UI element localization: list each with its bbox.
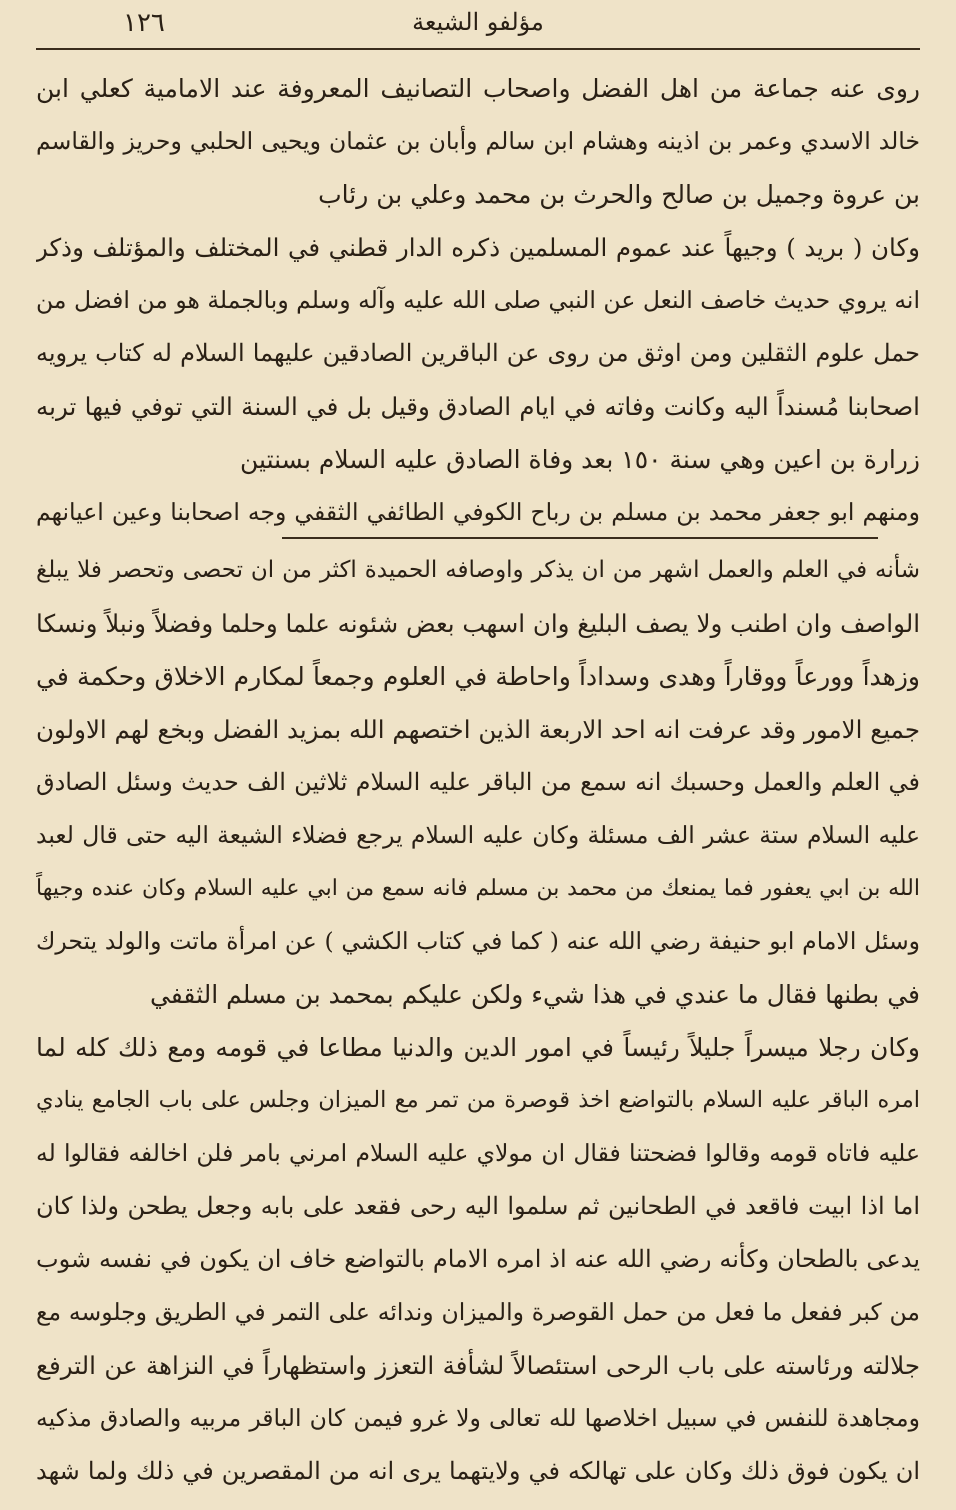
text-line: زرارة بن اعين وهي سنة ١٥٠ بعد وفاة الصادق عليه السلام بسنتين <box>240 445 920 474</box>
text-line: جميع الامور وقد عرفت انه احد الاربعة الذين اختصهم الله بمزيد الفضل وبخع لهم الاولون <box>36 715 920 744</box>
text-line: عليه فاتاه قومه وقالوا فضحتنا فقال ان مولاي عليه السلام امرني بامر فلن اخالفه فقالوا له <box>36 1139 920 1167</box>
text-line: شأنه في العلم والعمل اشهر من ان يذكر واوصافه الحميدة اكثر من ان تحصى وتحصر فلا يبلغ <box>36 557 920 583</box>
text-line: روى عنه جماعة من اهل الفضل واصحاب التصانيف المعروفة عند الامامية كعلي ابن <box>36 74 920 103</box>
text-line: حمل علوم الثقلين ومن اوثق من روى عن الباقرين الصادقين عليهما السلام له كتاب يرويه <box>36 339 920 367</box>
text-line: في العلم والعمل وحسبك انه سمع من الباقر عليه السلام ثلاثين الف حديث وسئل الصادق <box>36 768 920 796</box>
running-title: مؤلفو الشيعة <box>412 8 544 36</box>
text-line: وزهداً وورعاً ووقاراً وهدى وسداداً واحاطة في العلوم وجمعاً لمكارم الاخلاق وحكمة في <box>36 662 920 691</box>
text-line: وكان رجلا ميسراً جليلاً رئيساً في امور الدين والدنيا مطاعا في قومه ومع ذلك كله لما <box>36 1033 920 1062</box>
text-line: ومجاهدة للنفس في سبيل اخلاصها لله تعالى ولا غرو فيمن كان الباقر مربيه والصادق مذكيه <box>36 1404 920 1432</box>
text-line: ان يكون فوق ذلك وكان على تهالكه في ولايتهما يرى انه من المقصرين في ذلك ولما شهد <box>36 1457 920 1485</box>
text-line: اصحابنا مُسنداً اليه وكانت وفاته في ايام الصادق وقيل بل في السنة التي توفي فيها تربه <box>36 392 920 421</box>
text-line: امره الباقر عليه السلام بالتواضع اخذ قوصرة من تمر مع الميزان وجلس على باب الجامع ينادي <box>36 1087 920 1113</box>
paragraph-block-2 <box>36 544 920 1498</box>
text-line: وكان ( بريد ) وجيهاً عند عموم المسلمين ذكره الدار قطني في المختلف والمؤتلف وذكر <box>36 233 920 262</box>
paragraph-block-1 <box>36 62 920 539</box>
text-line: عليه السلام ستة عشر الف مسئلة وكان عليه السلام يرجع فضلاء الشيعة اليه حتى قال لعبد <box>36 821 920 849</box>
text-line: بن عروة وجميل بن صالح والحرث بن محمد وعلي بن رئاب <box>318 180 920 209</box>
text-line: خالد الاسدي وعمر بن اذينه وهشام ابن سالم وأبان بن عثمان ويحيى الحلبي وحريز والقاسم <box>36 127 920 155</box>
section-rule <box>282 537 878 539</box>
text-line: ومنهم ابو جعفر محمد بن مسلم بن رباح الكوفي الطائفي الثقفي وجه اصحابنا وعين اعيانهم <box>36 498 920 526</box>
text-line: الواصف وان اطنب ولا يصف البليغ وان اسهب بعض شئونه علما وحلما وفضلاً ونبلاً ونسكا <box>36 609 920 638</box>
text-line: الله بن ابي يعفور فما يمنعك من محمد بن مسلم فانه سمع من ابي عليه السلام وكان عنده وجيهاً <box>36 876 920 901</box>
text-line: اما اذا ابيت فاقعد في الطحانين ثم سلموا اليه رحى فقعد على بابه وجعل يطحن ولذا كان <box>36 1192 920 1220</box>
text-line: انه يروي حديث خاصف النعل عن النبي صلى الله عليه وآله وسلم وبالجملة هو من افضل من <box>36 286 920 314</box>
text-line: جلالته ورئاسته على باب الرحى استئصالاً لشأفة التعزز واستظهاراً في النزاهة عن الترفع <box>36 1351 920 1380</box>
page-number: ١٢٦ <box>123 8 165 38</box>
page-header <box>38 6 918 46</box>
header-rule <box>36 48 920 50</box>
text-line: في بطنها فقال ما عندي في هذا شيء ولكن عليكم بمحمد بن مسلم الثقفي <box>149 980 920 1009</box>
text-line: من كبر ففعل ما فعل من حمل القوصرة والميزان وندائه على التمر في الطريق وجلوسه مع <box>36 1298 920 1326</box>
text-line: يدعى بالطحان وكأنه رضي الله عنه اذ امره الامام بالتواضع خاف ان يكون في نفسه شوب <box>36 1245 920 1273</box>
text-line: وسئل الامام ابو حنيفة رضي الله عنه ( كما في كتاب الكشي ) عن امرأة ماتت والولد يتحرك <box>36 927 920 955</box>
